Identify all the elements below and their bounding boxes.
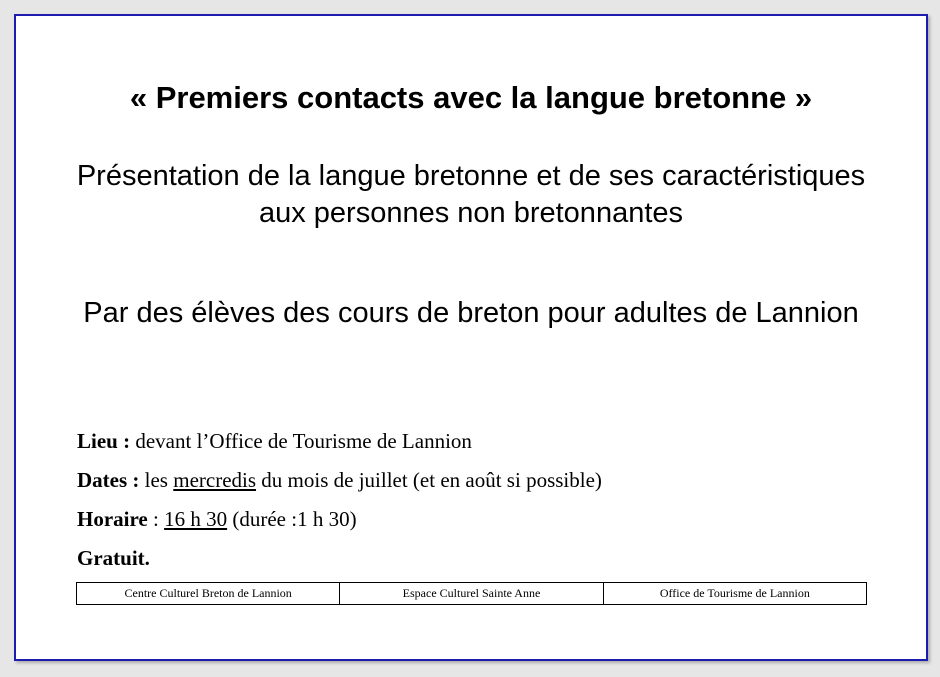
schedule-line xyxy=(77,506,357,532)
schedule-duration: (durée :1 h 30) xyxy=(227,507,357,531)
free-line xyxy=(77,545,150,571)
dates-line xyxy=(77,467,602,493)
location-label: Lieu : xyxy=(77,429,131,453)
partner-cell: Office de Tourisme de Lannion xyxy=(603,583,866,605)
partner-cell: Centre Culturel Breton de Lannion xyxy=(77,583,340,605)
partners-table xyxy=(76,582,867,605)
document-page xyxy=(14,14,928,661)
schedule-time: 16 h 30 xyxy=(164,507,228,531)
schedule-label: Horaire xyxy=(77,507,148,531)
event-presenters: Par des élèves des cours de breton pour adultes de Lannion xyxy=(83,297,859,329)
partner-cell: Espace Culturel Sainte Anne xyxy=(340,583,603,605)
event-description: Présentation de la langue bretonne et de ses caractéristiques aux personnes non bretonnantes xyxy=(76,160,866,229)
location-line xyxy=(77,428,472,454)
dates-label: Dates : xyxy=(77,468,140,492)
schedule-separator: : xyxy=(147,507,165,531)
event-title: « Premiers contacts avec la langue bretonne » xyxy=(129,80,813,115)
location-value: devant l’Office de Tourisme de Lannion xyxy=(130,429,472,453)
dates-day: mercredis xyxy=(173,468,257,492)
dates-suffix: du mois de juillet (et en août si possible) xyxy=(256,468,602,492)
free-label: Gratuit. xyxy=(77,546,150,570)
dates-prefix: les xyxy=(139,468,174,492)
table-row xyxy=(77,583,867,605)
